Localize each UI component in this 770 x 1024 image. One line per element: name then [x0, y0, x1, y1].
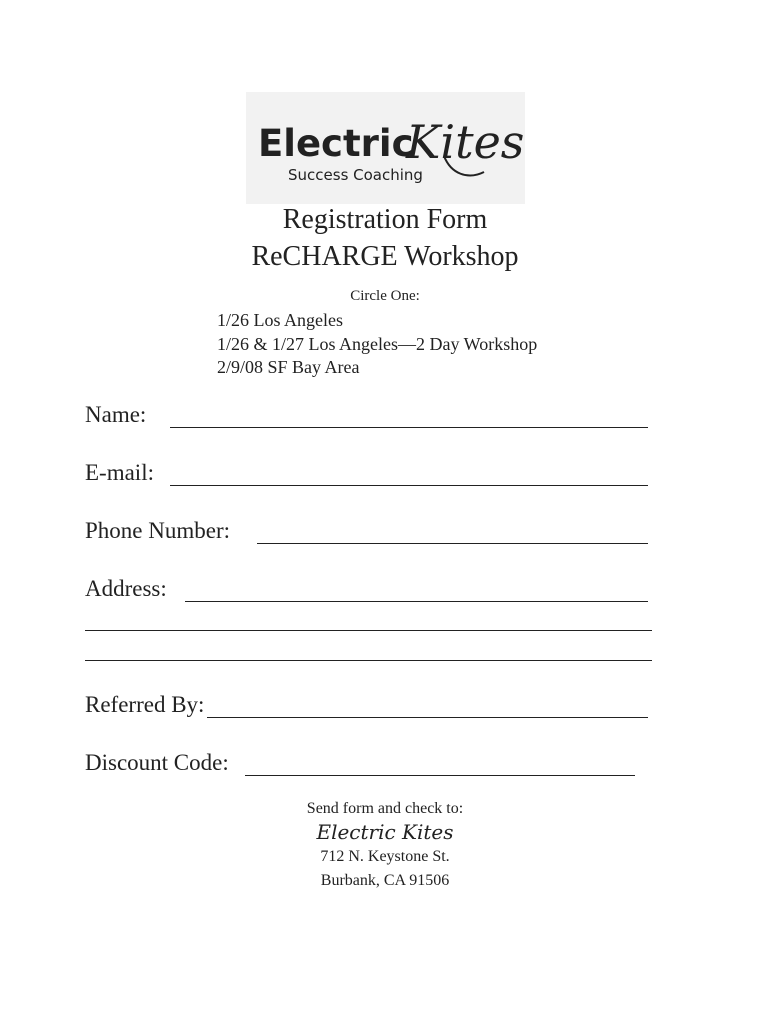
discount-line[interactable]	[245, 775, 635, 776]
address-line-1[interactable]	[185, 601, 648, 602]
name-field	[85, 402, 146, 428]
recipient-street: 712 N. Keystone St.	[320, 848, 450, 865]
session-options	[217, 309, 537, 380]
logo-word-electric: Electric	[258, 122, 414, 165]
email-label: E-mail:	[85, 460, 154, 485]
referred-field	[85, 692, 204, 718]
workshop-title: ReCHARGE Workshop	[251, 241, 519, 272]
email-line[interactable]	[170, 485, 648, 486]
electric-kites-logo	[246, 92, 525, 204]
address-line-3[interactable]	[85, 660, 652, 661]
recipient-city: Burbank, CA 91506	[320, 872, 450, 889]
form-title: Registration Form	[282, 204, 488, 235]
logo-tagline: Success Coaching	[288, 166, 423, 184]
phone-line[interactable]	[257, 543, 648, 544]
referred-label: Referred By:	[85, 692, 205, 717]
referred-line[interactable]	[207, 717, 648, 718]
email-field	[85, 460, 154, 486]
session-option[interactable]: 1/26 & 1/27 Los Angeles—2 Day Workshop	[217, 333, 538, 354]
phone-label: Phone Number:	[85, 518, 231, 543]
address-label: Address:	[85, 576, 167, 601]
discount-field	[85, 750, 229, 776]
logo-word-kites: Kites	[406, 115, 525, 169]
send-to-label: Send form and check to:	[306, 800, 464, 817]
discount-label: Discount Code:	[85, 750, 229, 775]
address-line-2[interactable]	[85, 630, 652, 631]
name-line[interactable]	[170, 427, 648, 428]
name-label: Name:	[85, 402, 147, 427]
address-field	[85, 576, 167, 602]
session-option[interactable]: 2/9/08 SF Bay Area	[217, 357, 360, 377]
logo-graphic	[246, 92, 525, 204]
session-option[interactable]: 1/26 Los Angeles	[217, 310, 343, 330]
circle-one-instruction: Circle One:	[350, 288, 420, 304]
recipient-name: Electric Kites	[316, 820, 454, 844]
phone-field	[85, 518, 230, 544]
